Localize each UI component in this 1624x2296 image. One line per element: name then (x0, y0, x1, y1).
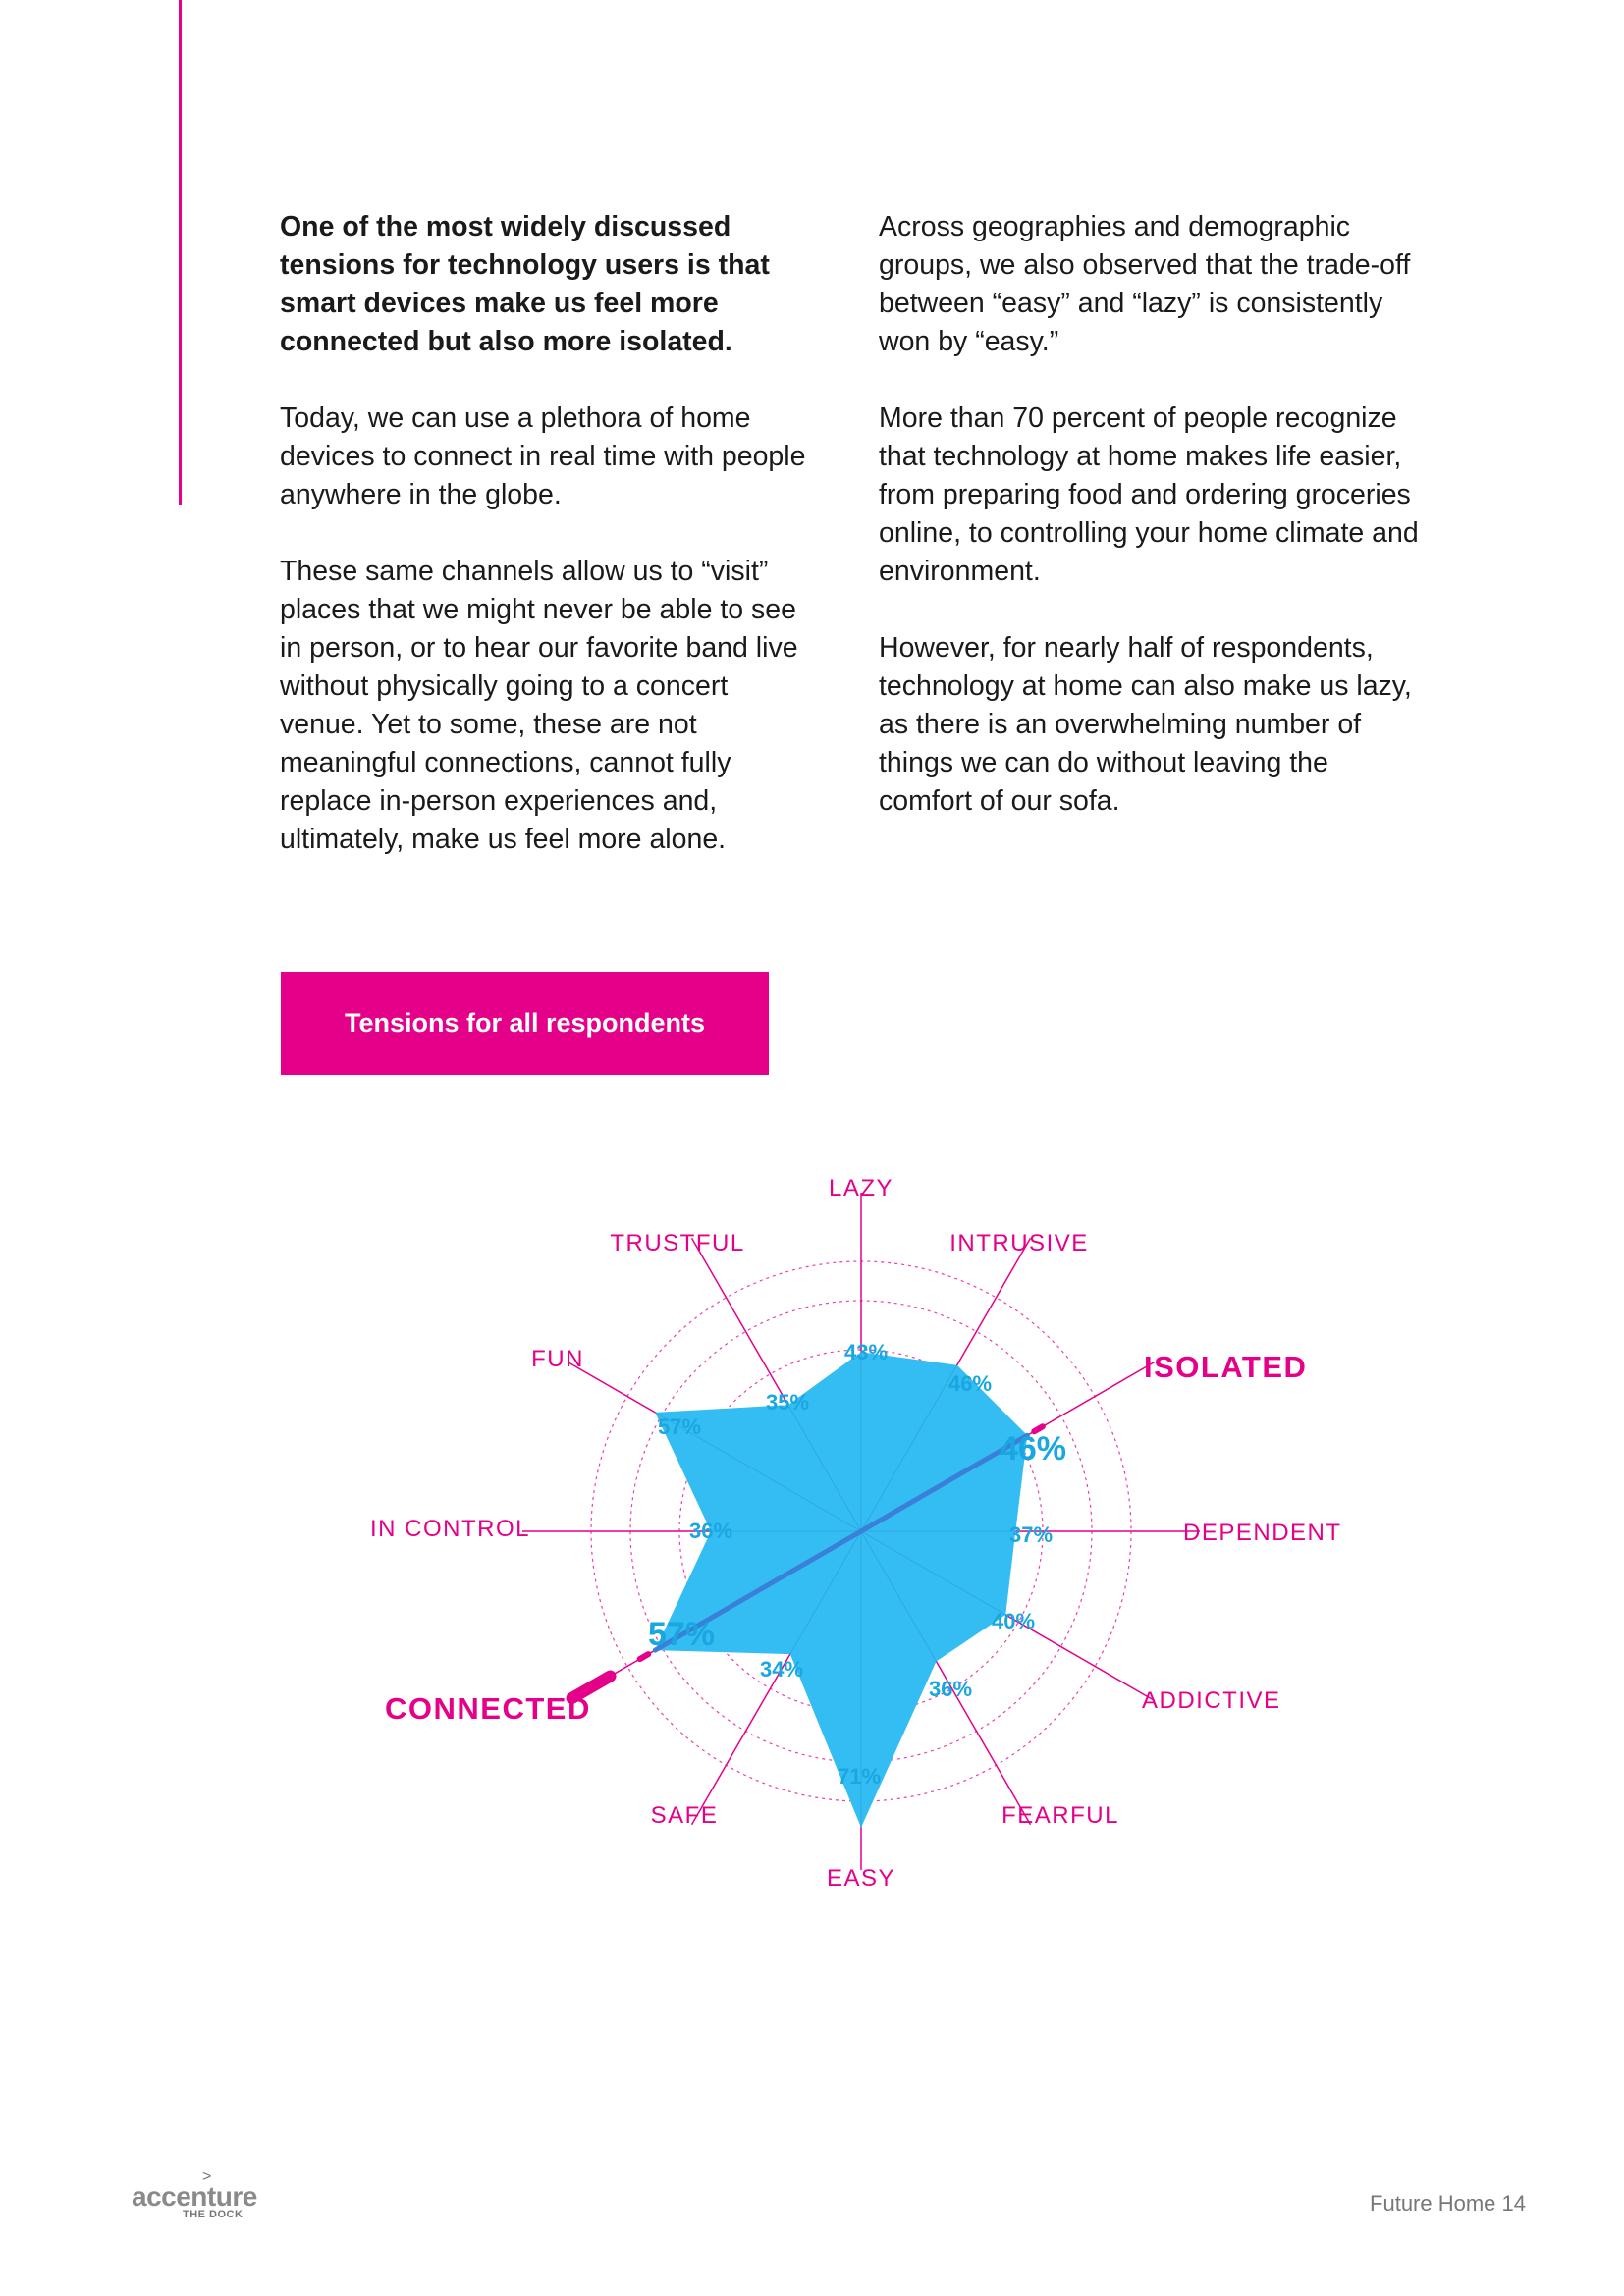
right-paragraph-1: Across geographies and demographic groups, we also observed that the trade-off between “easy” and “lazy” is consistently won by “easy.” (879, 211, 1411, 357)
axis-label-trustful: TRUSTFUL (610, 1230, 745, 1256)
logo-word: accenture (132, 2181, 257, 2212)
axis-label-addictive: ADDICTIVE (1142, 1687, 1281, 1714)
value-label-addictive: 40% (991, 1609, 1036, 1633)
chart-title: Tensions for all respondents (344, 1008, 706, 1038)
axis-label-intrusive: INTRUSIVE (949, 1230, 1089, 1256)
chart-title-banner (281, 972, 769, 1075)
right-column (879, 208, 1429, 859)
value-label-easy: 71% (837, 1764, 882, 1789)
left-paragraph-2: These same channels allow us to “visit” places that we might never be able to see in person, or to hear our favorite band live without physically going to a concert venue. Yet to some, these are not meaningful connections, cannot fully replace in-person experiences and, ultimately, make us feel more alone. (280, 556, 798, 855)
right-paragraph-2: More than 70 percent of people recognize that technology at home makes life easier, from preparing food and ordering groceries online, to controlling your home climate and environment. (879, 402, 1419, 587)
radar-chart (0, 1129, 1624, 1914)
logo-arrow-icon: > (202, 2168, 212, 2185)
left-paragraph-1: Today, we can use a plethora of home devices to connect in real time with people anywhere in the globe. (280, 402, 806, 510)
value-label-trustful: 35% (765, 1390, 810, 1415)
axis-label-isolated: ISOLATED (1144, 1350, 1308, 1384)
left-column (280, 208, 810, 897)
axis-label-safe: SAFE (650, 1802, 719, 1829)
axis-label-fun: FUN (531, 1346, 584, 1372)
value-label-in-control: 36% (688, 1519, 733, 1543)
accenture-logo (132, 2169, 269, 2218)
radar-area (655, 1352, 1027, 1828)
radar-series-area (655, 1352, 1027, 1828)
value-label-intrusive: 46% (947, 1371, 993, 1396)
axis-label-in-control: IN CONTROL (369, 1516, 530, 1542)
page-footer-label: Future Home 14 (1370, 2191, 1526, 2216)
value-label-fun: 57% (657, 1415, 702, 1439)
lead-paragraph: One of the most widely discussed tensions for technology users is that smart devices make us feel more connected but also more isolated. (280, 211, 770, 357)
axis-label-dependent: DEPENDENT (1183, 1520, 1342, 1546)
axis-label-fearful: FEARFUL (1001, 1802, 1119, 1829)
axis-label-lazy: LAZY (828, 1175, 894, 1201)
value-label-fearful: 36% (928, 1677, 973, 1701)
value-label-isolated: 46% (999, 1430, 1067, 1468)
accent-line (179, 0, 182, 505)
logo-sub: THE DOCK (183, 2209, 244, 2220)
right-paragraph-3: However, for nearly half of respondents, technology at home can also make us lazy, as there is an overwhelming number of things we can do without leaving the comfort of our sofa. (879, 632, 1412, 817)
axis-label-easy: EASY (826, 1865, 896, 1892)
value-label-connected: 57% (647, 1616, 716, 1653)
value-label-safe: 34% (759, 1657, 804, 1682)
axis-label-connected: CONNECTED (385, 1691, 591, 1726)
value-label-lazy: 43% (843, 1340, 889, 1364)
value-label-dependent: 37% (1008, 1522, 1054, 1547)
highlight-tick-connected (640, 1654, 649, 1659)
